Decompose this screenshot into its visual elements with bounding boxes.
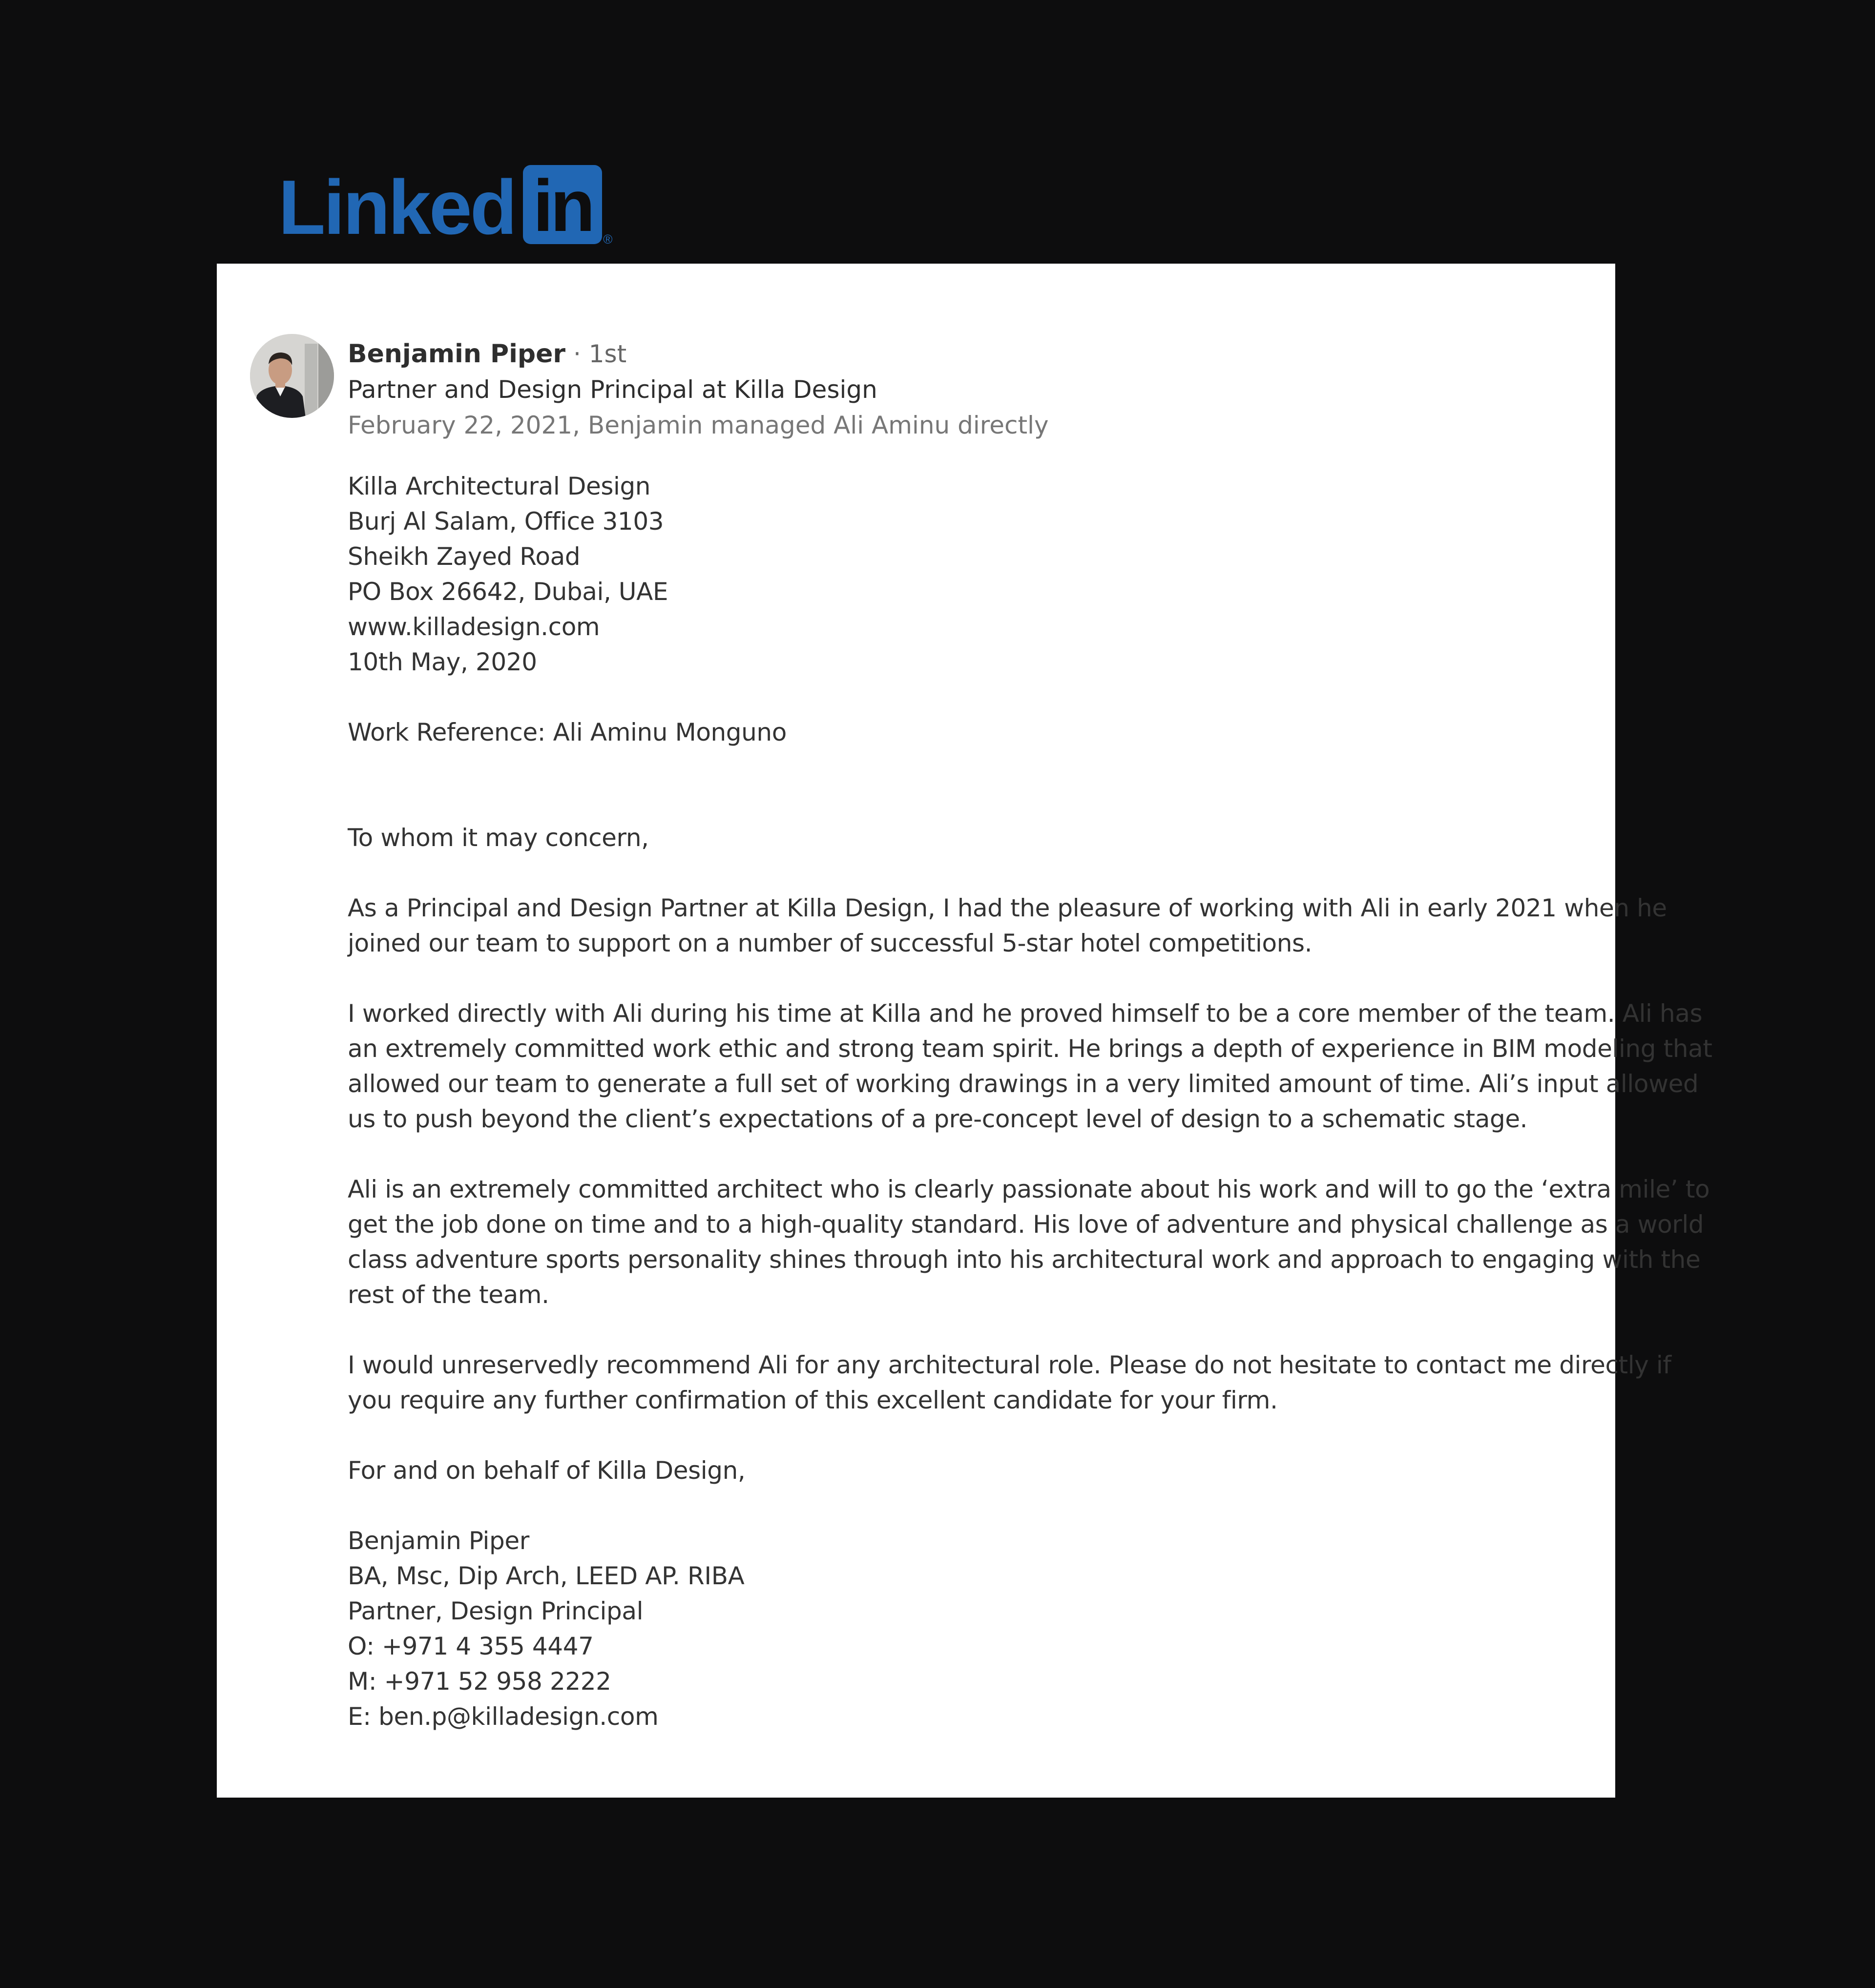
- paragraph-line: joined our team to support on a number of successful 5-star hotel competitions.: [348, 929, 1312, 957]
- signature-name: Benjamin Piper: [348, 1527, 529, 1555]
- connection-degree: · 1st: [565, 340, 627, 368]
- linkedin-logo: [278, 165, 613, 250]
- paragraph-line: you require any further confirmation of this excellent candidate for your firm.: [348, 1386, 1278, 1414]
- letter-closing: For and on behalf of Killa Design,: [348, 1456, 746, 1485]
- address-line: PO Box 26642, Dubai, UAE: [348, 578, 668, 606]
- paragraph-line: I worked directly with Ali during his time at Killa and he proved himself to be a core member of the team. Ali has: [348, 999, 1703, 1028]
- address-line: Killa Architectural Design: [348, 472, 651, 500]
- letter-signature: [348, 1523, 1593, 1734]
- letter-paragraph: [348, 1347, 1671, 1418]
- paragraph-line: an extremely committed work ethic and strong team spirit. He brings a depth of experience in BIM modeling that: [348, 1035, 1712, 1063]
- author-name-line: [348, 337, 1049, 371]
- author-headline: Partner and Design Principal at Killa Design: [348, 375, 877, 404]
- letter-paragraph: [348, 996, 1712, 1137]
- recommendation-header: [348, 337, 1049, 442]
- paragraph-line: As a Principal and Design Partner at Killa Design, I had the pleasure of working with Ali in early 2021 when he: [348, 894, 1667, 922]
- logo-in-box: [523, 165, 602, 247]
- letter-subject: Work Reference: Ali Aminu Monguno: [348, 718, 787, 746]
- signature-title: Partner, Design Principal: [348, 1597, 644, 1625]
- signature-office-phone: O: +971 4 355 4447: [348, 1632, 594, 1660]
- paragraph-line: class adventure sports personality shines through into his architectural work and approach to engaging with the: [348, 1245, 1701, 1274]
- paragraph-line: get the job done on time and to a high-quality standard. His love of adventure and physical challenge as a world: [348, 1210, 1704, 1239]
- logo-in-text: in: [533, 165, 592, 247]
- address-line: Sheikh Zayed Road: [348, 542, 581, 571]
- address-line: www.killadesign.com: [348, 613, 600, 641]
- avatar-photo: [250, 334, 334, 418]
- recommendation-text: [348, 469, 1712, 1734]
- signature-credentials: BA, Msc, Dip Arch, LEED AP. RIBA: [348, 1562, 745, 1590]
- signature-mobile-phone: M: +971 52 958 2222: [348, 1667, 611, 1696]
- paragraph-line: us to push beyond the client’s expectations of a pre-concept level of design to a schematic stage.: [348, 1105, 1528, 1133]
- paragraph-line: allowed our team to generate a full set of working drawings in a very limited amount of time. Ali’s input allowed: [348, 1070, 1699, 1098]
- recommendation-meta: February 22, 2021, Benjamin managed Ali Aminu directly: [348, 411, 1049, 439]
- letter-paragraph: [348, 1172, 1710, 1312]
- paragraph-line: Ali is an extremely committed architect who is clearly passionate about his work and will to go the ‘extra mile’ to: [348, 1175, 1710, 1203]
- letter-date: 10th May, 2020: [348, 648, 537, 676]
- paragraph-line: I would unreservedly recommend Ali for any architectural role. Please do not hesitate to contact me directly if: [348, 1351, 1671, 1379]
- logo-registered-mark: ®: [603, 232, 613, 247]
- paragraph-line: rest of the team.: [348, 1281, 549, 1309]
- logo-wordmark: Linked: [278, 165, 516, 250]
- recommendation-card: [217, 264, 1712, 1798]
- avatar[interactable]: [250, 334, 334, 418]
- letter-paragraph: [348, 890, 1667, 961]
- letter-salutation: To whom it may concern,: [348, 824, 649, 852]
- signature-email: E: ben.p@killadesign.com: [348, 1702, 659, 1731]
- address-line: Burj Al Salam, Office 3103: [348, 507, 664, 536]
- author-name[interactable]: Benjamin Piper: [348, 339, 566, 369]
